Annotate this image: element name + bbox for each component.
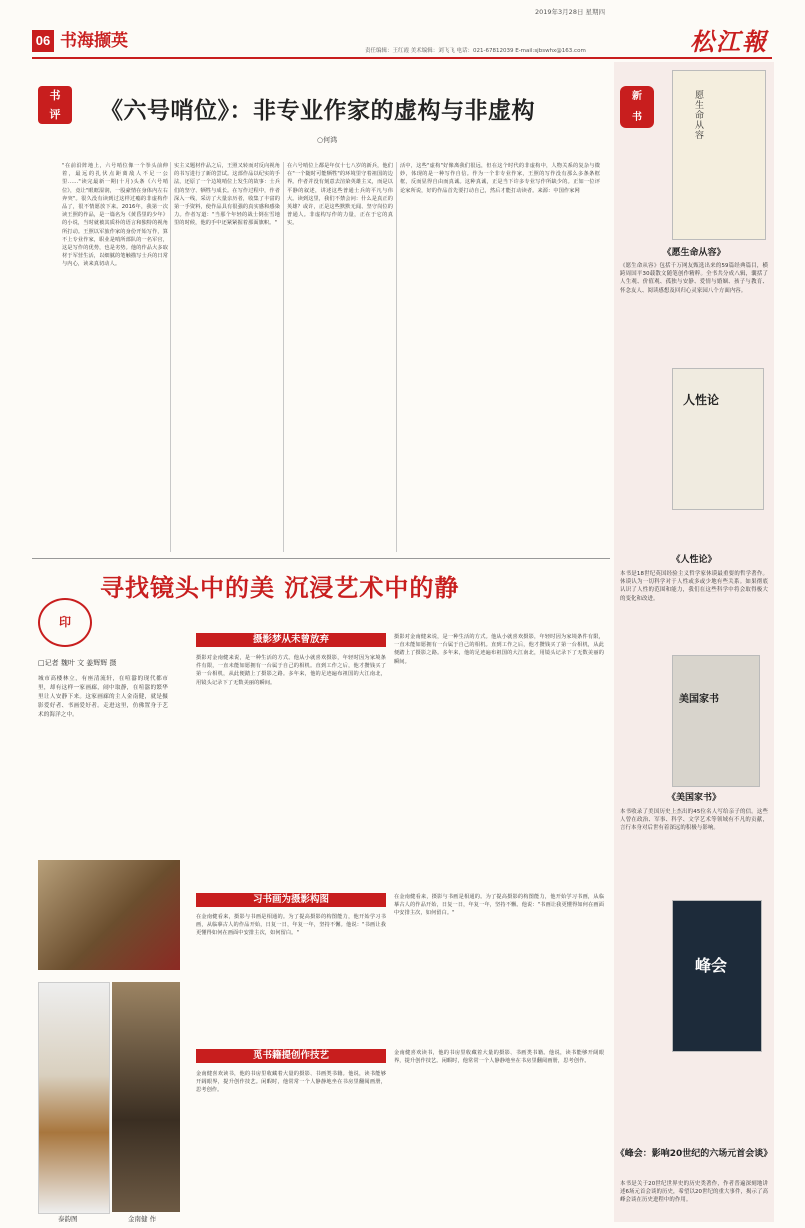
photo-books-on-shelf [38,860,180,970]
book-cover-1-title: 愿生命从容 [695,91,705,141]
photo-right-caption: 金南健 作 [128,1215,157,1223]
book-cover-4 [672,900,762,1052]
book-cover-2-title: 人性论 [683,393,720,407]
book-cover-3-title: 美国家书 [679,694,719,705]
subhead-books: 觅书籍提创作技艺 [196,1049,386,1063]
subhead-photography: 摄影梦从未曾放弃 [196,633,386,647]
article2-body2: 在金南健看来，摄影与书画是相通的。为了提高摄影的构图能力，他开始学习书画，从临摹古人的作品开始，日复一日，年复一年，坚持不懈。他说："书画让我更懂得如何在画面中安排主次，如何留白。" [196,914,386,937]
book-cover-4-title: 峰会 [695,956,728,975]
page-number-box: 06 [32,30,54,52]
book-desc-3: 本书收录了美国历史上杰出的45位名人写给亲子的信。这些人曾在政治、军事、科学、文学艺术等领域有不凡的贡献，言行本身对后世有着深远的积极与影响。 [620,809,768,832]
issue-date: 2019年3月28日 星期四 [535,8,606,16]
divider [396,162,397,552]
column-seal-icon: 书 评 [38,86,72,124]
book-cover-2 [672,368,764,510]
article1-col1: "在前沿阵地上，六号哨位像一个拳头前伸着，最远的扎伏点距离敌人不足一公里……"读完最新一期(十月)头条《六号哨位》，竟让"眼眶湿润，一股豪情在身体内左右奔突"。很久没有读到过这样过瘾的非虚构作品了，很不情愿放下来。2016年，我第一次读王照的作品，是一篇名为《黄昏里的少年》的小说，当时就被其质朴的语言和独特的视角所打动。王照以军旅作家的身份开始写作，算不上专业作家，职业是哨所部队的一名军官，这是写作的优势，也是劣势。他的作品大多取材于军营生活，以细腻的笔触描写士兵的日常与内心，读来真切动人。 [62,163,168,268]
book-desc-2: 本书是18世纪英国经验主义哲学家休谟最重要的哲学著作。休谟认为一切科学对于人性或多或少地有些关系。如果彻底认识了人性的范围和能力，我们在这些科学中将会取得极大的变化和改进。 [620,571,768,602]
article1-col3: 在六号哨位上都是年仅十七八岁的新兵，他们在"一个随时可能牺牲"的环境里守着祖国的边界。作者并没有刻意去渲染英雄主义，而是以平静的叙述，讲述这些普通士兵的平凡与伟大。读到这里，我们不禁会问：什么是真正的英雄？或许，正是这些默默无闻、坚守岗位的普通人。非虚构写作的力量，正在于它的真实。 [287,163,393,227]
subhead-calligraphy: 习书画为摄影构图 [196,893,386,907]
book-caption-1: 《愿生命从容》 [662,248,726,258]
article2-body2b: 在金南健看来，摄影与书画是相通的。为了提高摄影的构图能力，他开始学习书画，从临摹古人的作品开始，日复一日，年复一年，坚持不懈。他说："书画让我更懂得如何在画面中安排主次，如何留白。" [394,894,604,917]
book-caption-3: 《美国家书》 [666,793,721,803]
article2-byline: □记者 魏叶 文 姜辉辉 摄 [38,659,117,667]
book-cover-3 [672,655,760,787]
book-cover-1 [672,70,766,240]
article1-col4: 活中，这些"虚构"好像离我们很远，但在这个时代的非虚构中，人物关系的复杂与微妙，体现的是一种写作自信。作为一个非专业作家，王照的写作没有那么多条条框框，反而显得自由而真诚。这种真诚，正是当下许多专业写作所缺少的。正如一位评论家所说，好的作品首先要打动自己，然后才能打动读者。来源：中国作家网 [400,163,600,194]
sidebar-seal-icon: 新 书 [620,86,654,128]
divider [170,162,171,552]
article2-lead: 城市高楼林立，有座清流轩，在喧嚣的现代都市里，却有这样一家画廊，闹中取静，在喧嚣的繁华里让人安静下来。这家画廊的主人金南健，就是摄影爱好者、书画爱好者。走进这里，仿佛置身于艺术的海洋之中。 [38,676,168,718]
editor-info: 责任编辑：王红霞 美术编辑：刘飞飞 电话：021-67812039 E-mail:sjbswhx@163.com [365,48,586,54]
book-caption-4: 《峰会：影响20世纪的六场元首会谈》 [615,1149,773,1159]
divider [283,162,284,552]
book-caption-2: 《人性论》 [671,555,717,565]
article1-byline: ○何鸿 [317,136,338,144]
article1-title: 《六号哨位》：非专业作家的虚构与非虚构 [100,98,535,124]
book-desc-1: 《愿生命从容》包括千万网友甄选出来的59篇经典篇目，横跨周国平30载散文随笔创作精粹。全书共分成八辑，囊括了人生观、价值观、孤独与安静、爱情与婚姻、孩子与教育、怀念友人、阅读感想及回归心灵家园八个方面内容。 [620,263,768,294]
book-desc-4: 本书是关于20世纪世界史的历史类著作，作者普遍深刻地讲述6场元首会谈的历史，希望以20世纪的重大事件，揭示了高峰会谈在历史进程中的作用。 [620,1181,768,1204]
photo-tiger-painting [38,982,110,1214]
header-rule [32,57,772,59]
article2-title: 寻找镜头中的美 沉浸艺术中的静 [100,574,460,602]
article2-body3b: 金南健喜欢读书，他的书房里收藏着大量的摄影、书画类书籍。他说，读书能够开阔眼界，提升创作技艺。闲暇时，他常常一个人静静地坐在书房里翻阅画册，思考创作。 [394,1050,604,1065]
column-logo-icon: 印 [38,598,92,647]
section-title: 书海撷英 [60,31,128,51]
article2-body3: 金南健喜欢读书，他的书房里收藏着大量的摄影、书画类书籍。他说，读书能够开阔眼界，提升创作技艺。闲暇时，他常常一个人静静地坐在书房里翻阅画册，思考创作。 [196,1071,386,1094]
photo-portrait [112,982,180,1212]
article2-body1b: 摄影对金南健来说，是一种生活的方式。他从小就喜欢摄影，年轻时因为家境条件有限，一直未能如愿拥有一台属于自己的相机。直到工作之后，他才攒钱买了第一台相机，从此便踏上了摄影之路。多年来，他的足迹遍布祖国的大江南北，用镜头记录下了无数美丽的瞬间。 [394,634,604,665]
masthead-logo: 松江報 [690,27,768,56]
article1-col2: 实主义题材作品之后，王照又转而对反向视角的书写进行了新的尝试。这部作品以纪实的手法，还原了一个边境哨位上发生的故事：士兵们的坚守、牺牲与成长。在写作过程中，作者深入一线，采访了大量亲历者，收集了丰富的第一手资料，使作品具有很强的真实感和感染力。作者写道："当那个年轻的战士倒在雪地里的时候，他的手中还紧紧握着那面旗帜。" [174,163,280,227]
article2-body1: 摄影对金南健来说，是一种生活的方式。他从小就喜欢摄影，年轻时因为家境条件有限，一直未能如愿拥有一台属于自己的相机。直到工作之后，他才攒钱买了第一台相机，从此便踏上了摄影之路。多年来，他的足迹遍布祖国的大江南北，用镜头记录下了无数美丽的瞬间。 [196,655,386,686]
photo-left-caption: 泰韵图 [58,1215,78,1223]
section-divider [32,558,610,559]
